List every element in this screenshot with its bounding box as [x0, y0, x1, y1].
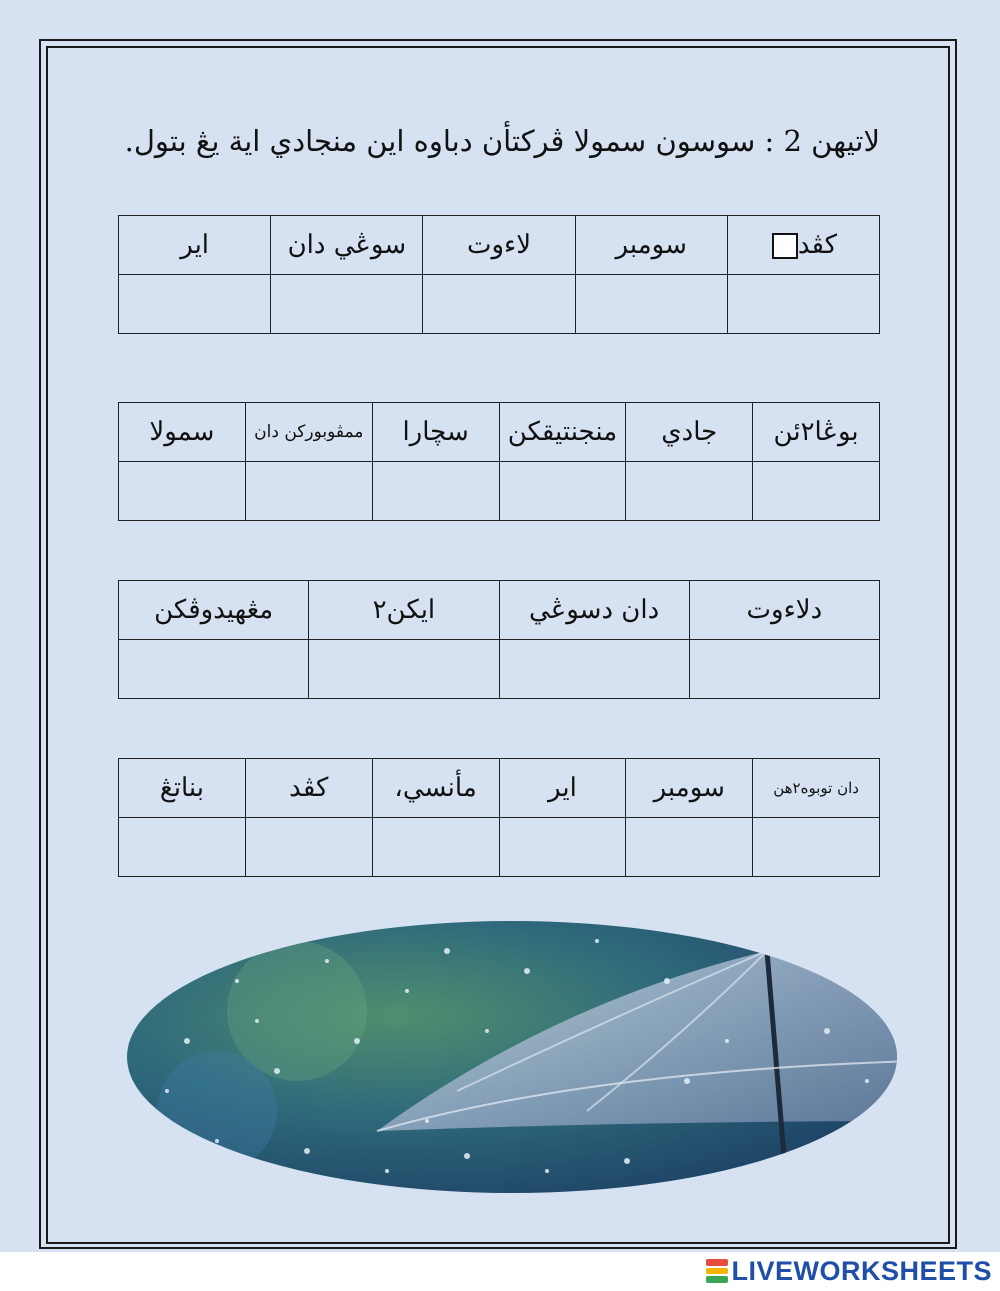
- answer-cell[interactable]: [245, 462, 372, 521]
- word-cell[interactable]: سومبر: [575, 216, 727, 275]
- answer-cell[interactable]: [753, 462, 880, 521]
- answer-cell[interactable]: [499, 818, 626, 877]
- table-row: [119, 403, 880, 462]
- answer-cell[interactable]: [372, 818, 499, 877]
- table-row: [119, 640, 880, 699]
- word-cell[interactable]: مڠهيدوڤكن: [119, 581, 309, 640]
- umbrella-rain-photo: [127, 921, 897, 1193]
- word-cell[interactable]: سوڠي دان: [271, 216, 423, 275]
- word-cell[interactable]: دان دسوڠي: [499, 581, 689, 640]
- answer-cell[interactable]: [119, 462, 246, 521]
- word-cell[interactable]: دان توبوه٢هن: [753, 759, 880, 818]
- word-cell[interactable]: دلاءوت: [689, 581, 879, 640]
- word-table-1: [118, 215, 880, 334]
- word-cell[interactable]: كڤد: [727, 216, 879, 275]
- answer-cell[interactable]: [753, 818, 880, 877]
- word-cell[interactable]: سومبر: [626, 759, 753, 818]
- answer-cell[interactable]: [499, 462, 626, 521]
- table-row: [119, 275, 880, 334]
- answer-cell[interactable]: [423, 275, 575, 334]
- word-cell[interactable]: سمولا: [119, 403, 246, 462]
- answer-cell[interactable]: [245, 818, 372, 877]
- logo-mark-icon: [706, 1258, 728, 1284]
- answer-cell[interactable]: [727, 275, 879, 334]
- table-row: [119, 216, 880, 275]
- checkbox-icon[interactable]: [772, 233, 798, 259]
- answer-cell[interactable]: [119, 818, 246, 877]
- word-cell[interactable]: بناتڠ: [119, 759, 246, 818]
- word-cell[interactable]: كڤد: [245, 759, 372, 818]
- word-cell[interactable]: سچارا: [372, 403, 499, 462]
- exercise-instruction: لاتيهن 2 : سوسون سمولا ڤركتأن دباوه اين منجادي اية يڠ بتول.: [124, 124, 880, 158]
- answer-cell[interactable]: [372, 462, 499, 521]
- word-cell[interactable]: لاءوت: [423, 216, 575, 275]
- answer-cell[interactable]: [119, 275, 271, 334]
- table-row: [119, 759, 880, 818]
- brand-name: LIVEWORKSHEETS: [731, 1255, 992, 1286]
- answer-cell[interactable]: [689, 640, 879, 699]
- table-row: [119, 818, 880, 877]
- answer-cell[interactable]: [626, 462, 753, 521]
- word-cell[interactable]: بوڠا٢ئن: [753, 403, 880, 462]
- word-cell[interactable]: جادي: [626, 403, 753, 462]
- word-cell[interactable]: ممڤوبوركن دان: [245, 403, 372, 462]
- answer-cell[interactable]: [119, 640, 309, 699]
- word-cell[interactable]: اير: [499, 759, 626, 818]
- liveworksheets-logo: [706, 1256, 992, 1286]
- word-cell[interactable]: مأنسي،: [372, 759, 499, 818]
- word-table-2: [118, 402, 880, 521]
- word-table-4: [118, 758, 880, 877]
- answer-cell[interactable]: [499, 640, 689, 699]
- answer-cell[interactable]: [309, 640, 499, 699]
- word-cell[interactable]: منجنتيقكن: [499, 403, 626, 462]
- word-cell[interactable]: ايکن٢: [309, 581, 499, 640]
- word-cell[interactable]: اير: [119, 216, 271, 275]
- table-row: [119, 462, 880, 521]
- answer-cell[interactable]: [575, 275, 727, 334]
- table-row: [119, 581, 880, 640]
- word-table-3: [118, 580, 880, 699]
- answer-cell[interactable]: [626, 818, 753, 877]
- answer-cell[interactable]: [271, 275, 423, 334]
